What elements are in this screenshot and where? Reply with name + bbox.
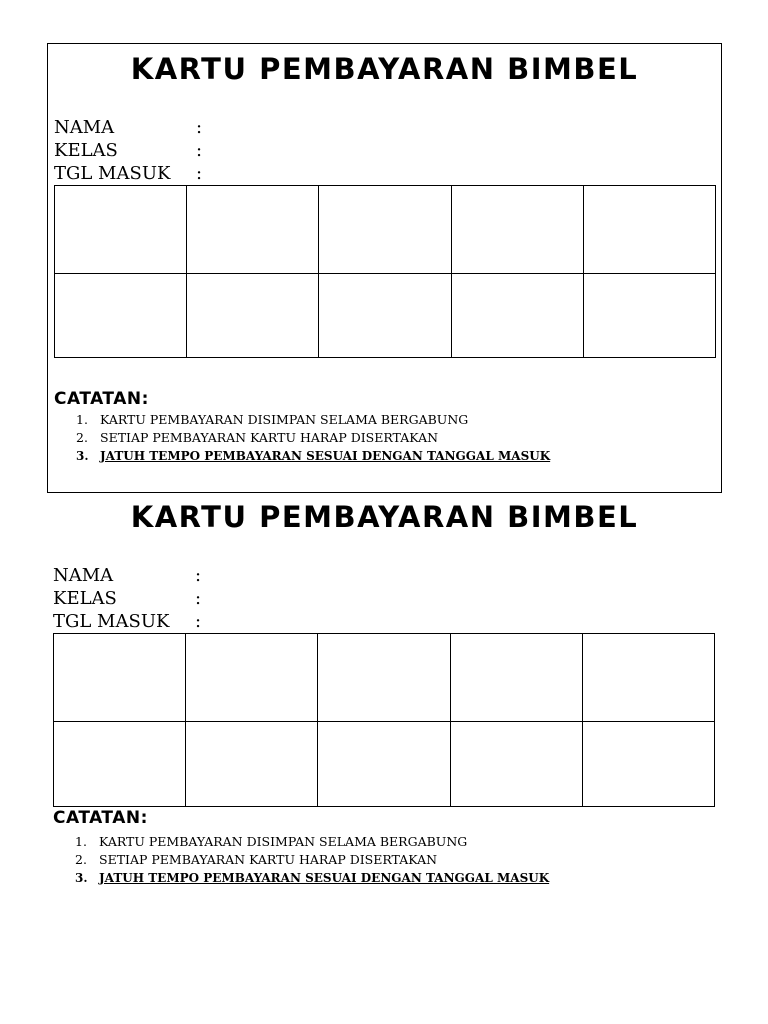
field-colon: :	[195, 611, 202, 632]
field-colon: :	[195, 565, 202, 586]
field-label: NAMA	[53, 565, 114, 586]
field-tgl-masuk	[53, 611, 202, 633]
field-colon: :	[195, 588, 202, 609]
field-colon: :	[196, 140, 203, 161]
card-title: KARTU PEMBAYARAN BIMBEL	[130, 52, 639, 86]
payment-box	[451, 274, 583, 358]
payment-box	[582, 722, 714, 807]
notes-list	[76, 411, 696, 465]
field-label: TGL MASUK	[53, 611, 170, 632]
payment-box	[187, 274, 319, 358]
field-label: NAMA	[54, 117, 115, 138]
payment-grid	[54, 185, 716, 358]
field-nama	[53, 565, 202, 587]
payment-box	[186, 634, 318, 722]
payment-card-1	[47, 43, 722, 493]
field-nama	[54, 117, 203, 139]
field-kelas	[53, 588, 202, 610]
payment-box	[319, 274, 451, 358]
field-label: KELAS	[53, 588, 117, 609]
payment-box	[186, 722, 318, 807]
payment-box	[187, 186, 319, 274]
note-item: 1. KARTU PEMBAYARAN DISIMPAN SELAMA BERGABUNG	[76, 412, 469, 427]
payment-card-2	[47, 492, 722, 892]
payment-box	[583, 274, 715, 358]
payment-box	[54, 722, 186, 807]
card-title: KARTU PEMBAYARAN BIMBEL	[130, 500, 639, 534]
note-item-emphasis: 3. JATUH TEMPO PEMBAYARAN SESUAI DENGAN TANGGAL MASUK	[76, 449, 551, 463]
note-item-emphasis: 3. JATUH TEMPO PEMBAYARAN SESUAI DENGAN TANGGAL MASUK	[75, 871, 550, 885]
note-item: 2. SETIAP PEMBAYARAN KARTU HARAP DISERTAKAN	[75, 852, 438, 867]
payment-box	[582, 634, 714, 722]
grid-row	[55, 186, 716, 274]
field-kelas	[54, 140, 203, 162]
field-label: TGL MASUK	[54, 163, 171, 184]
field-tgl-masuk	[54, 163, 203, 185]
payment-box	[318, 634, 450, 722]
field-colon: :	[196, 163, 203, 184]
note-item: 1. KARTU PEMBAYARAN DISIMPAN SELAMA BERGABUNG	[75, 834, 468, 849]
payment-box	[55, 186, 187, 274]
notes-heading: CATATAN:	[54, 389, 149, 409]
payment-box	[451, 186, 583, 274]
payment-box	[583, 186, 715, 274]
notes-list	[75, 833, 695, 887]
payment-box	[450, 634, 582, 722]
grid-row	[55, 274, 716, 358]
notes-heading: CATATAN:	[53, 808, 148, 828]
payment-box	[55, 274, 187, 358]
field-colon: :	[196, 117, 203, 138]
grid-row	[54, 722, 715, 807]
payment-box	[319, 186, 451, 274]
payment-grid	[53, 633, 715, 807]
payment-box	[54, 634, 186, 722]
payment-box	[450, 722, 582, 807]
grid-row	[54, 634, 715, 722]
field-label: KELAS	[54, 140, 118, 161]
note-item: 2. SETIAP PEMBAYARAN KARTU HARAP DISERTAKAN	[76, 430, 439, 445]
payment-box	[318, 722, 450, 807]
